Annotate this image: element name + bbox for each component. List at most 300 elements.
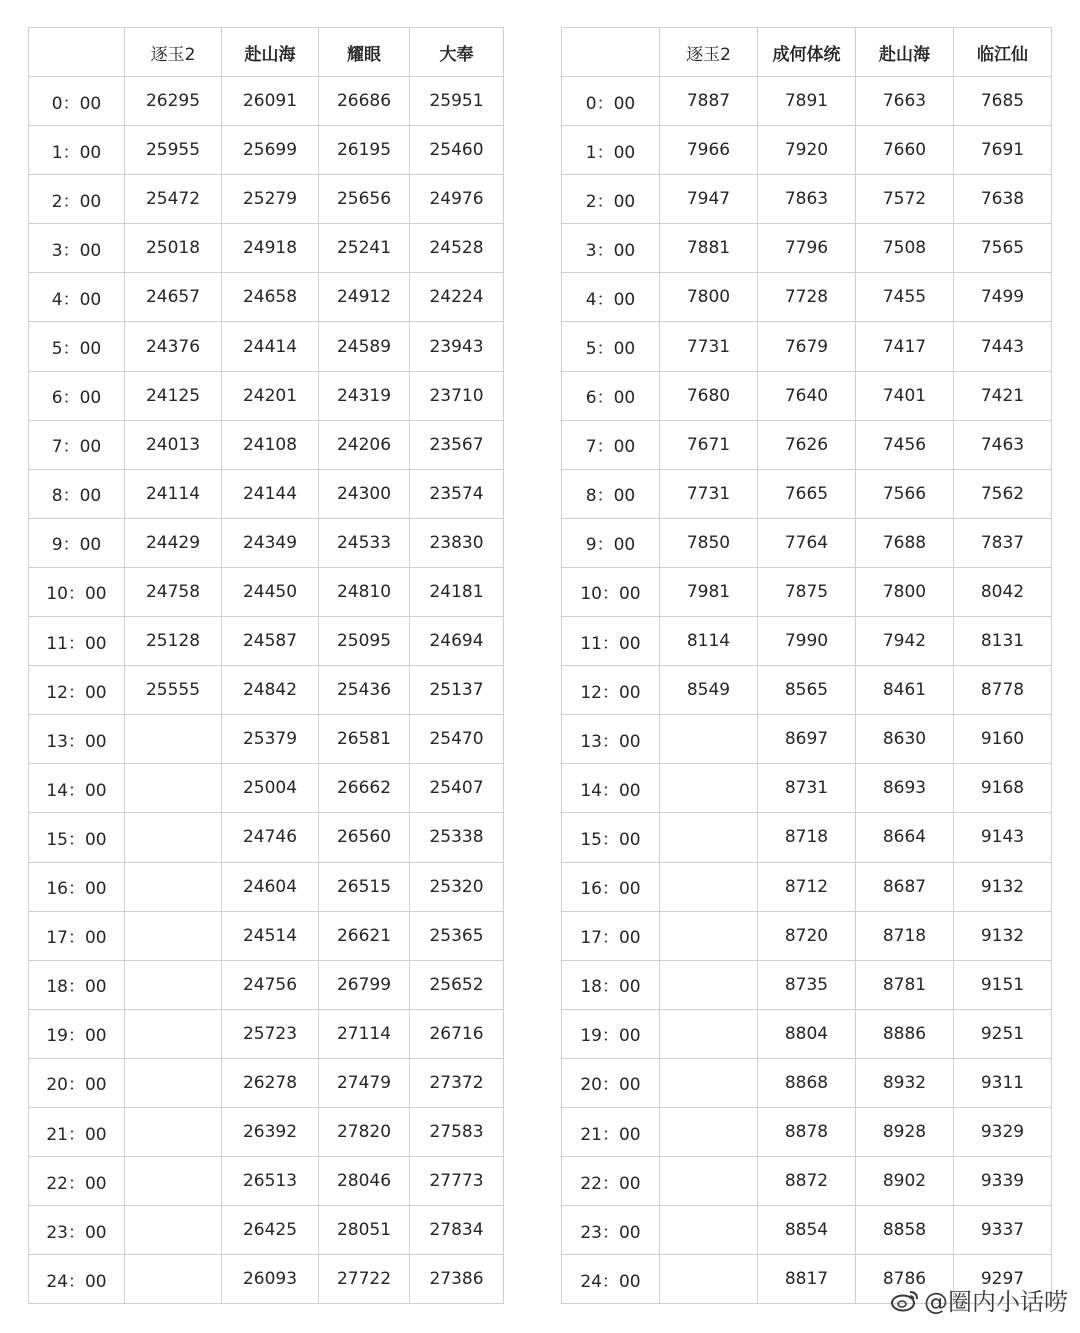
value-cell: 7947: [660, 175, 758, 224]
value-cell: 24604: [222, 862, 319, 911]
left-header-cell: 逐玉2: [125, 28, 222, 77]
weibo-icon: [890, 1288, 920, 1312]
watermark-text: @圈内小话唠: [924, 1288, 1068, 1316]
time-cell: 14：00: [29, 764, 125, 813]
value-cell: [125, 862, 222, 911]
value-cell: 24912: [319, 273, 410, 322]
value-cell: 25365: [410, 911, 504, 960]
value-cell: 8731: [758, 764, 856, 813]
value-cell: 24224: [410, 273, 504, 322]
time-cell: 0：00: [562, 77, 660, 126]
value-cell: 7401: [856, 371, 954, 420]
value-cell: 9311: [954, 1058, 1052, 1107]
value-cell: 7981: [660, 567, 758, 616]
time-cell: 12：00: [562, 666, 660, 715]
value-cell: 7417: [856, 322, 954, 371]
watermark: [890, 1282, 1068, 1317]
table-row: [29, 617, 504, 666]
value-cell: 24300: [319, 469, 410, 518]
value-cell: 9143: [954, 813, 1052, 862]
table-row: [562, 960, 1052, 1009]
value-cell: 7562: [954, 469, 1052, 518]
value-cell: 7891: [758, 77, 856, 126]
time-cell: 19：00: [562, 1009, 660, 1058]
value-cell: [660, 764, 758, 813]
table-row: [29, 224, 504, 273]
table-row: [562, 1107, 1052, 1156]
value-cell: 7463: [954, 420, 1052, 469]
right-header-cell: 赴山海: [856, 28, 954, 77]
value-cell: 24013: [125, 420, 222, 469]
value-cell: 24144: [222, 469, 319, 518]
value-cell: 24587: [222, 617, 319, 666]
table-row: [562, 1009, 1052, 1058]
time-cell: 21：00: [29, 1107, 125, 1156]
value-cell: 27834: [410, 1206, 504, 1255]
value-cell: 9151: [954, 960, 1052, 1009]
right-header-cell: [562, 28, 660, 77]
value-cell: 25407: [410, 764, 504, 813]
value-cell: 24349: [222, 518, 319, 567]
table-row: [29, 1009, 504, 1058]
table-row: [29, 1157, 504, 1206]
value-cell: 24756: [222, 960, 319, 1009]
value-cell: 24976: [410, 175, 504, 224]
value-cell: 8664: [856, 813, 954, 862]
table-row: [562, 273, 1052, 322]
value-cell: 26621: [319, 911, 410, 960]
value-cell: 7800: [856, 567, 954, 616]
value-cell: 8868: [758, 1058, 856, 1107]
time-cell: 5：00: [29, 322, 125, 371]
value-cell: 7863: [758, 175, 856, 224]
right-header-cell: 逐玉2: [660, 28, 758, 77]
value-cell: 26093: [222, 1255, 319, 1304]
value-cell: 7626: [758, 420, 856, 469]
value-cell: 24694: [410, 617, 504, 666]
value-cell: [660, 1255, 758, 1304]
time-cell: 15：00: [29, 813, 125, 862]
value-cell: 26581: [319, 715, 410, 764]
value-cell: 7728: [758, 273, 856, 322]
value-cell: 9337: [954, 1206, 1052, 1255]
table-row: [29, 175, 504, 224]
table-row: [29, 469, 504, 518]
value-cell: 27583: [410, 1107, 504, 1156]
value-cell: 8854: [758, 1206, 856, 1255]
value-cell: 25955: [125, 126, 222, 175]
value-cell: 7800: [660, 273, 758, 322]
value-cell: 8781: [856, 960, 954, 1009]
right-header-row: [562, 28, 1052, 77]
value-cell: 8872: [758, 1157, 856, 1206]
value-cell: 25004: [222, 764, 319, 813]
time-cell: 17：00: [562, 911, 660, 960]
value-cell: 27372: [410, 1058, 504, 1107]
value-cell: 26295: [125, 77, 222, 126]
time-cell: 7：00: [562, 420, 660, 469]
value-cell: 26425: [222, 1206, 319, 1255]
value-cell: 24514: [222, 911, 319, 960]
value-cell: [660, 911, 758, 960]
value-cell: 7665: [758, 469, 856, 518]
time-cell: 23：00: [29, 1206, 125, 1255]
table-row: [29, 715, 504, 764]
table-row: [562, 224, 1052, 273]
value-cell: 7731: [660, 322, 758, 371]
time-cell: 11：00: [29, 617, 125, 666]
table-row: [562, 175, 1052, 224]
value-cell: 7850: [660, 518, 758, 567]
table-row: [562, 469, 1052, 518]
value-cell: 7685: [954, 77, 1052, 126]
value-cell: 8886: [856, 1009, 954, 1058]
time-cell: 19：00: [29, 1009, 125, 1058]
value-cell: 27773: [410, 1157, 504, 1206]
value-cell: 24319: [319, 371, 410, 420]
value-cell: 8718: [856, 911, 954, 960]
table-row: [562, 715, 1052, 764]
value-cell: 8804: [758, 1009, 856, 1058]
table-row: [29, 1255, 504, 1304]
value-cell: 7499: [954, 273, 1052, 322]
value-cell: 9329: [954, 1107, 1052, 1156]
value-cell: 7920: [758, 126, 856, 175]
time-cell: 9：00: [562, 518, 660, 567]
table-row: [29, 764, 504, 813]
value-cell: 25555: [125, 666, 222, 715]
value-cell: 8778: [954, 666, 1052, 715]
value-cell: 9160: [954, 715, 1052, 764]
value-cell: 7671: [660, 420, 758, 469]
time-cell: 1：00: [562, 126, 660, 175]
time-cell: 17：00: [29, 911, 125, 960]
value-cell: 7660: [856, 126, 954, 175]
value-cell: [125, 764, 222, 813]
value-cell: 24376: [125, 322, 222, 371]
value-cell: [660, 715, 758, 764]
table-row: [562, 813, 1052, 862]
time-cell: 20：00: [562, 1058, 660, 1107]
value-cell: [660, 1058, 758, 1107]
value-cell: 8878: [758, 1107, 856, 1156]
time-cell: 13：00: [562, 715, 660, 764]
value-cell: 26513: [222, 1157, 319, 1206]
value-cell: 8817: [758, 1255, 856, 1304]
table-row: [29, 911, 504, 960]
value-cell: 24429: [125, 518, 222, 567]
value-cell: 9132: [954, 911, 1052, 960]
value-cell: 24758: [125, 567, 222, 616]
value-cell: 8630: [856, 715, 954, 764]
time-cell: 6：00: [562, 371, 660, 420]
value-cell: 7764: [758, 518, 856, 567]
value-cell: 7572: [856, 175, 954, 224]
value-cell: [660, 1157, 758, 1206]
value-cell: [660, 1107, 758, 1156]
value-cell: 25241: [319, 224, 410, 273]
value-cell: 8718: [758, 813, 856, 862]
table-row: [562, 1058, 1052, 1107]
value-cell: 7455: [856, 273, 954, 322]
value-cell: 7942: [856, 617, 954, 666]
value-cell: 25472: [125, 175, 222, 224]
table-row: [562, 617, 1052, 666]
right-header-cell: 临江仙: [954, 28, 1052, 77]
value-cell: 8902: [856, 1157, 954, 1206]
right-header-cell: 成何体统: [758, 28, 856, 77]
value-cell: [125, 813, 222, 862]
time-cell: 23：00: [562, 1206, 660, 1255]
time-cell: 22：00: [562, 1157, 660, 1206]
value-cell: 24414: [222, 322, 319, 371]
time-cell: 21：00: [562, 1107, 660, 1156]
table-row: [562, 518, 1052, 567]
time-cell: 22：00: [29, 1157, 125, 1206]
value-cell: 9297: [954, 1255, 1052, 1304]
value-cell: 27820: [319, 1107, 410, 1156]
value-cell: 25137: [410, 666, 504, 715]
value-cell: [125, 960, 222, 1009]
left-header-row: [29, 28, 504, 77]
value-cell: 8565: [758, 666, 856, 715]
value-cell: 7456: [856, 420, 954, 469]
time-cell: 15：00: [562, 813, 660, 862]
table-row: [29, 77, 504, 126]
value-cell: 25018: [125, 224, 222, 273]
value-cell: 28046: [319, 1157, 410, 1206]
value-cell: [125, 1009, 222, 1058]
table-row: [562, 371, 1052, 420]
value-cell: 7421: [954, 371, 1052, 420]
value-cell: 25320: [410, 862, 504, 911]
time-cell: 24：00: [562, 1255, 660, 1304]
value-cell: [125, 1058, 222, 1107]
value-cell: 7837: [954, 518, 1052, 567]
value-cell: 8928: [856, 1107, 954, 1156]
value-cell: 7663: [856, 77, 954, 126]
value-cell: 7688: [856, 518, 954, 567]
time-cell: 3：00: [29, 224, 125, 273]
value-cell: 9132: [954, 862, 1052, 911]
table-row: [562, 126, 1052, 175]
value-cell: 27386: [410, 1255, 504, 1304]
value-cell: [125, 1255, 222, 1304]
time-cell: 18：00: [562, 960, 660, 1009]
value-cell: 9168: [954, 764, 1052, 813]
value-cell: 26515: [319, 862, 410, 911]
value-cell: [125, 1107, 222, 1156]
time-cell: 11：00: [562, 617, 660, 666]
value-cell: 8786: [856, 1255, 954, 1304]
left-header-cell: 耀眼: [319, 28, 410, 77]
value-cell: 26662: [319, 764, 410, 813]
left-header-cell: 赴山海: [222, 28, 319, 77]
value-cell: [660, 1009, 758, 1058]
value-cell: 24533: [319, 518, 410, 567]
value-cell: 24746: [222, 813, 319, 862]
value-cell: 7966: [660, 126, 758, 175]
value-cell: 7679: [758, 322, 856, 371]
table-row: [29, 862, 504, 911]
value-cell: [660, 813, 758, 862]
value-cell: 25279: [222, 175, 319, 224]
value-cell: 9251: [954, 1009, 1052, 1058]
value-cell: [125, 1206, 222, 1255]
value-cell: 23574: [410, 469, 504, 518]
value-cell: 26560: [319, 813, 410, 862]
value-cell: 23830: [410, 518, 504, 567]
value-cell: 24206: [319, 420, 410, 469]
value-cell: 26799: [319, 960, 410, 1009]
value-cell: 7508: [856, 224, 954, 273]
table-row: [562, 764, 1052, 813]
value-cell: 8042: [954, 567, 1052, 616]
time-cell: 2：00: [562, 175, 660, 224]
value-cell: 27479: [319, 1058, 410, 1107]
value-cell: 24181: [410, 567, 504, 616]
time-cell: 20：00: [29, 1058, 125, 1107]
right-data-table: [561, 27, 1052, 1304]
time-cell: 16：00: [29, 862, 125, 911]
time-cell: 16：00: [562, 862, 660, 911]
value-cell: 7881: [660, 224, 758, 273]
table-row: [29, 567, 504, 616]
table-row: [29, 126, 504, 175]
value-cell: 7443: [954, 322, 1052, 371]
time-cell: 10：00: [29, 567, 125, 616]
value-cell: 26392: [222, 1107, 319, 1156]
value-cell: 26195: [319, 126, 410, 175]
time-cell: 9：00: [29, 518, 125, 567]
table-row: [29, 666, 504, 715]
value-cell: 27722: [319, 1255, 410, 1304]
value-cell: 25095: [319, 617, 410, 666]
value-cell: 7680: [660, 371, 758, 420]
time-cell: 3：00: [562, 224, 660, 273]
value-cell: 25723: [222, 1009, 319, 1058]
value-cell: 24114: [125, 469, 222, 518]
table-row: [29, 371, 504, 420]
value-cell: 27114: [319, 1009, 410, 1058]
value-cell: 23567: [410, 420, 504, 469]
table-row: [29, 518, 504, 567]
table-row: [562, 666, 1052, 715]
value-cell: 7691: [954, 126, 1052, 175]
value-cell: 24658: [222, 273, 319, 322]
value-cell: [660, 960, 758, 1009]
value-cell: [125, 715, 222, 764]
table-row: [562, 1206, 1052, 1255]
value-cell: 8687: [856, 862, 954, 911]
value-cell: 23710: [410, 371, 504, 420]
left-header-cell: [29, 28, 125, 77]
time-cell: 24：00: [29, 1255, 125, 1304]
value-cell: 23943: [410, 322, 504, 371]
time-cell: 6：00: [29, 371, 125, 420]
value-cell: 25338: [410, 813, 504, 862]
table-row: [562, 77, 1052, 126]
value-cell: 25460: [410, 126, 504, 175]
value-cell: [125, 911, 222, 960]
table-row: [29, 420, 504, 469]
value-cell: 7875: [758, 567, 856, 616]
table-row: [562, 322, 1052, 371]
value-cell: 24450: [222, 567, 319, 616]
value-cell: [660, 862, 758, 911]
table-row: [562, 1157, 1052, 1206]
table-row: [29, 813, 504, 862]
time-cell: 5：00: [562, 322, 660, 371]
value-cell: 25951: [410, 77, 504, 126]
table-row: [562, 862, 1052, 911]
time-cell: 12：00: [29, 666, 125, 715]
value-cell: 24108: [222, 420, 319, 469]
value-cell: 24201: [222, 371, 319, 420]
value-cell: 26716: [410, 1009, 504, 1058]
value-cell: 7731: [660, 469, 758, 518]
time-cell: 18：00: [29, 960, 125, 1009]
value-cell: 8131: [954, 617, 1052, 666]
value-cell: 8697: [758, 715, 856, 764]
time-cell: 4：00: [562, 273, 660, 322]
left-data-table: [28, 27, 504, 1304]
table-row: [29, 273, 504, 322]
time-cell: 8：00: [29, 469, 125, 518]
value-cell: 24528: [410, 224, 504, 273]
time-cell: 10：00: [562, 567, 660, 616]
table-row: [29, 1206, 504, 1255]
value-cell: 25699: [222, 126, 319, 175]
value-cell: 8712: [758, 862, 856, 911]
value-cell: 26091: [222, 77, 319, 126]
left-header-cell: 大奉: [410, 28, 504, 77]
time-cell: 8：00: [562, 469, 660, 518]
value-cell: 9339: [954, 1157, 1052, 1206]
value-cell: [660, 1206, 758, 1255]
value-cell: 7990: [758, 617, 856, 666]
value-cell: 26278: [222, 1058, 319, 1107]
time-cell: 4：00: [29, 273, 125, 322]
value-cell: 7566: [856, 469, 954, 518]
table-row: [29, 960, 504, 1009]
table-row: [29, 1107, 504, 1156]
value-cell: 24125: [125, 371, 222, 420]
value-cell: 7565: [954, 224, 1052, 273]
value-cell: 24842: [222, 666, 319, 715]
table-row: [562, 911, 1052, 960]
value-cell: 8932: [856, 1058, 954, 1107]
value-cell: 24657: [125, 273, 222, 322]
value-cell: 8461: [856, 666, 954, 715]
time-cell: 7：00: [29, 420, 125, 469]
value-cell: 8858: [856, 1206, 954, 1255]
value-cell: 7887: [660, 77, 758, 126]
time-cell: 13：00: [29, 715, 125, 764]
value-cell: 8693: [856, 764, 954, 813]
value-cell: 7640: [758, 371, 856, 420]
table-row: [29, 322, 504, 371]
value-cell: 8114: [660, 617, 758, 666]
value-cell: 28051: [319, 1206, 410, 1255]
table-row: [562, 567, 1052, 616]
table-row: [29, 1058, 504, 1107]
value-cell: 24589: [319, 322, 410, 371]
value-cell: 8720: [758, 911, 856, 960]
value-cell: 25656: [319, 175, 410, 224]
value-cell: 24810: [319, 567, 410, 616]
value-cell: 7796: [758, 224, 856, 273]
